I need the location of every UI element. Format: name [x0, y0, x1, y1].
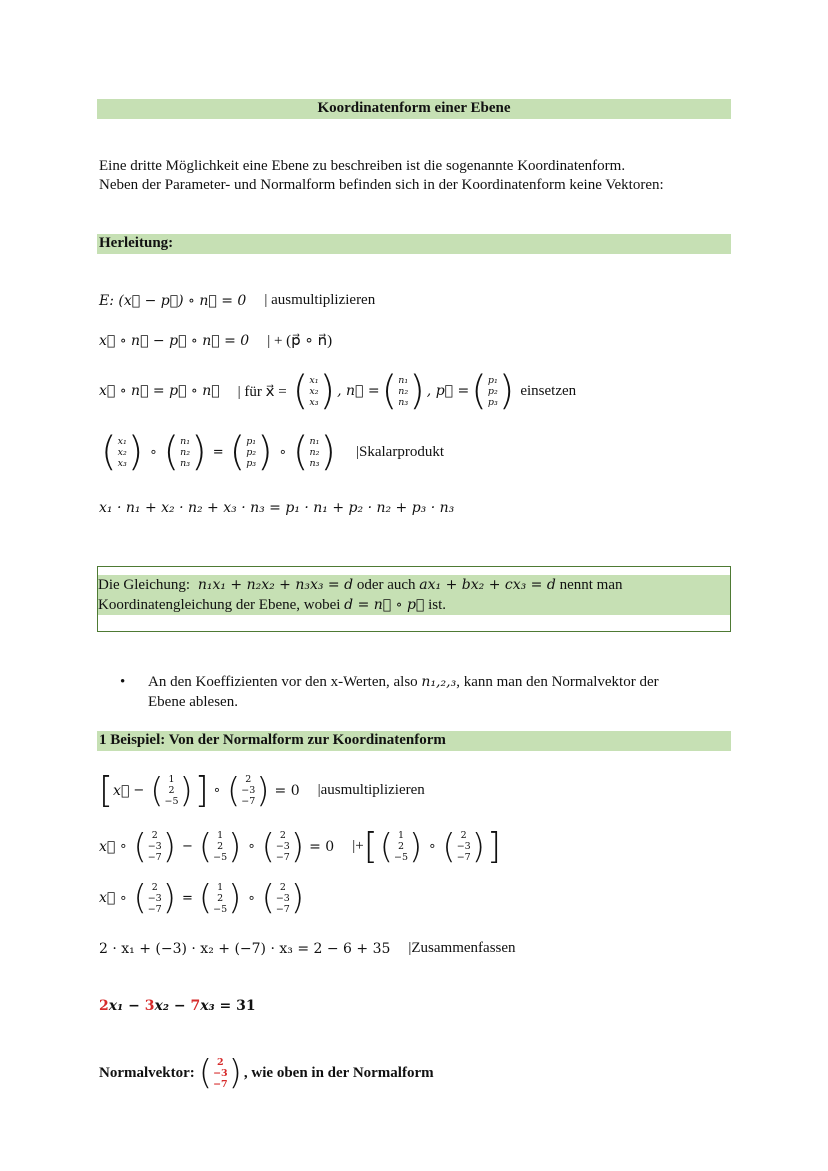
step4-vector-x-3: x₃ [117, 457, 127, 469]
normal-n-1: 2 [217, 1056, 224, 1068]
example2-n-1: 2 [151, 830, 158, 841]
example2-a-1: 1 [217, 830, 224, 841]
derivation-step-1 [99, 292, 375, 309]
vector-x-2: x₂ [309, 385, 319, 397]
example3-nb-2: −3 [275, 892, 290, 904]
result-coef-1: 2 [99, 998, 109, 1014]
vector-x: ( x₁ x₂ x₃ ) [292, 368, 336, 414]
example2-nb-3: −7 [275, 852, 290, 863]
normal-n-3: −7 [213, 1078, 228, 1090]
step1-note: | ausmultiplizieren [264, 292, 376, 308]
step4-vector-x-2: x₂ [117, 446, 127, 458]
step4-vector-n-3: n₃ [180, 457, 191, 469]
result-op-1: − [123, 998, 145, 1014]
page-title: Koordinatenform einer Ebene [97, 99, 731, 119]
example2-ab-2: 2 [397, 841, 405, 852]
vector-p: ( p₁ p₂ p₃ ) [471, 368, 515, 414]
example2-vector-a-b: ( 1 2 −5 ) [379, 826, 423, 867]
derivation-step-3 [99, 368, 577, 414]
step1-formula: E: (x⃗ − p⃗) ∘ n⃗ = 0 [99, 292, 247, 309]
example3-n-1: 2 [151, 881, 158, 893]
herleitung-heading: Herleitung: [97, 234, 731, 254]
bullet-part2: , kann man den Normalvektor der [456, 674, 659, 690]
step4-circ-1: ∘ [149, 444, 158, 460]
example1-vector-n: ( 2 −3 −7 ) [226, 770, 270, 811]
definition-middle: oder auch [356, 577, 416, 593]
example-result [99, 998, 256, 1014]
example-step-3 [99, 878, 306, 918]
example2-x: x⃗ [99, 838, 116, 855]
bullet-part1: An den Koeffizienten vor den x-Werten, also [148, 674, 418, 690]
example3-a-1: 1 [217, 881, 224, 893]
step3-formula: x⃗ ∘ n⃗ = p⃗ ∘ n⃗ [99, 383, 220, 399]
normal-vector-line [99, 1053, 434, 1093]
definition-prefix: Die Gleichung: [98, 577, 191, 593]
step4-vector-nb-3: n₃ [309, 457, 320, 469]
example2-a-3: −5 [213, 852, 228, 863]
example1-n-3: −7 [241, 796, 256, 807]
example1-vector-a: ( 1 2 −5 ) [150, 770, 193, 811]
derivation-step-2 [99, 331, 332, 350]
example1-note: |ausmultiplizieren [317, 782, 425, 798]
vector-x-1: x₁ [309, 374, 319, 386]
definition-eq1: n₁x₁ + n₂x₂ + n₃x₃ = d [197, 577, 354, 593]
definition-line2-eq: d = n⃗ ∘ p⃗ [344, 597, 425, 613]
example2-circ-1: ∘ [119, 839, 128, 854]
example2-a-2: 2 [217, 841, 224, 852]
step4-vector-nb-1: n₁ [309, 435, 320, 447]
step4-vector-n-2: n₂ [180, 446, 191, 458]
vector-n-3: n₃ [398, 396, 409, 408]
intro-line-2: Neben der Parameter- und Normalform befinden sich in der Koordinatenform keine Vektoren: [99, 177, 664, 193]
example-step-4 [99, 940, 516, 957]
step3-note: einsetzen [520, 382, 577, 399]
example2-n-2: −3 [147, 841, 162, 852]
step4-vector-p-1: p₁ [246, 435, 257, 447]
example2-vector-a: ( 1 2 −5 ) [198, 826, 242, 867]
example2-vector-n-c: ( 2 −3 −7 ) [442, 826, 485, 867]
step4-vector-p: ( p₁ p₂ p₃ ) [229, 429, 273, 475]
example2-eq-zero: = 0 [309, 838, 335, 855]
example2-plus-note: |+ [352, 838, 364, 854]
vector-n-1: n₁ [398, 374, 409, 386]
example3-circ-2: ∘ [247, 890, 256, 906]
example2-vector-n: ( 2 −3 −7 ) [133, 826, 176, 867]
example2-nc-3: −7 [456, 852, 471, 863]
definition-line-2 [98, 595, 446, 615]
example3-n-3: −7 [147, 903, 162, 915]
step3-p-eq: , p⃗ = [426, 383, 470, 399]
example3-x: x⃗ [99, 890, 116, 906]
result-rhs: = 31 [214, 998, 256, 1014]
example1-n-2: −3 [241, 785, 256, 796]
example4-formula: 2 · x₁ + (−3) · x₂ + (−7) · x₃ = 2 − 6 + 35 [99, 940, 391, 957]
step4-vector-n: ( n₁ n₂ n₃ ) [163, 429, 207, 475]
step5-formula: x₁ · n₁ + x₂ · n₂ + x₃ · n₃ = p₁ · n₁ + p₂ · n₂ + p₃ · n₃ [99, 500, 455, 516]
vector-n: ( n₁ n₂ n₃ ) [381, 368, 425, 414]
example1-circ: ∘ [212, 783, 221, 798]
step4-circ-2: ∘ [278, 444, 287, 460]
step4-equals: = [212, 444, 224, 460]
example2-circ-3: ∘ [428, 839, 437, 854]
result-var-3: x₃ [200, 998, 215, 1014]
example3-vector-n: ( 2 −3 −7 ) [133, 878, 176, 918]
result-coef-3: 7 [190, 998, 201, 1014]
intro-text [99, 157, 759, 195]
bullet-dot-icon: • [120, 674, 126, 690]
definition-box [97, 566, 731, 632]
example2-nb-1: 2 [279, 830, 286, 841]
example1-n-1: 2 [245, 774, 252, 785]
example-step-2: x⃗ ∘ ( 2 −3 −7 ) − ( 1 2 −5 ) ∘ ( 2 −3 −7 ) = 0 |+ [ ( 1 2 −5 ) ∘ ( 2 −3 −7 ) ] [99, 826, 502, 867]
intro-line-1: Eine dritte Möglichkeit eine Ebene zu beschreiben ist die sogenannte Koordinatenform. [99, 158, 626, 174]
definition-suffix: nennt man [559, 577, 623, 593]
definition-line2-text: Koordinatengleichung der Ebene, wobei [98, 597, 341, 613]
example3-nb-1: 2 [279, 881, 286, 893]
step4-note: |Skalarprodukt [356, 443, 444, 460]
example3-vector-a: ( 1 2 −5 ) [198, 878, 242, 918]
vector-p-1: p₁ [487, 374, 498, 386]
example1-a-2: 2 [168, 785, 175, 796]
example3-nb-3: −7 [275, 903, 290, 915]
vector-p-2: p₂ [487, 385, 498, 397]
example3-a-3: −5 [213, 903, 228, 915]
step4-vector-p-3: p₃ [246, 457, 257, 469]
normal-suffix: , wie oben in der Normalform [243, 1064, 434, 1081]
example2-ab-1: 1 [397, 830, 405, 841]
step4-vector-nb-2: n₂ [309, 446, 320, 458]
example2-minus: − [181, 839, 193, 854]
example3-vector-n-b: ( 2 −3 −7 ) [261, 878, 305, 918]
example2-nc-2: −3 [456, 841, 471, 852]
step2-note: | + (p⃗ ∘ n⃗) [267, 333, 333, 349]
example2-vector-n-b: ( 2 −3 −7 ) [261, 826, 305, 867]
example1-eq-zero: = 0 [274, 782, 300, 799]
example1-a-1: 1 [168, 774, 175, 785]
step4-vector-x: ( x₁ x₂ x₃ ) [101, 429, 144, 475]
result-var-2: x₂ [154, 998, 169, 1014]
example3-equals: = [181, 890, 193, 906]
example4-note: |Zusammenfassen [408, 940, 516, 956]
example2-circ-2: ∘ [247, 839, 256, 854]
definition-eq2: ax₁ + bx₂ + cx₃ = d [419, 577, 556, 593]
definition-line2-end: ist. [428, 597, 446, 613]
bullet-item [120, 672, 720, 712]
step4-vector-n-2: ( n₁ n₂ n₃ ) [292, 429, 336, 475]
derivation-step-4 [99, 429, 444, 475]
example1-x: x⃗ [113, 782, 130, 799]
example3-n-2: −3 [147, 892, 162, 904]
example2-nc-1: 2 [460, 830, 467, 841]
step3-n-eq: , n⃗ = [337, 383, 380, 399]
example1-minus: − [133, 783, 145, 798]
vector-x-3: x₃ [309, 396, 319, 408]
example1-a-3: −5 [164, 796, 179, 807]
beispiel-heading: 1 Beispiel: Von der Normalform zur Koordinatenform [97, 731, 731, 751]
derivation-step-5 [99, 500, 454, 516]
step3-fuer: | für x⃗ = [237, 383, 287, 400]
step4-vector-p-2: p₂ [246, 446, 257, 458]
normal-n-2: −3 [213, 1067, 228, 1079]
result-op-2: − [168, 998, 191, 1014]
step2-formula: x⃗ ∘ n⃗ − p⃗ ∘ n⃗ = 0 [99, 332, 250, 349]
example2-n-3: −7 [147, 852, 162, 863]
example-step-1: [ x⃗ − ( 1 2 −5 ) ] ∘ ( 2 −3 −7 ) = 0 |ausmultiplizieren [99, 770, 425, 811]
result-coef-2: 3 [144, 998, 155, 1014]
example3-a-2: 2 [217, 892, 224, 904]
step4-vector-n-1: n₁ [180, 435, 191, 447]
step4-vector-x-1: x₁ [117, 435, 127, 447]
vector-p-3: p₃ [487, 396, 498, 408]
bullet-line2: Ebene ablesen. [148, 694, 238, 710]
example3-circ-1: ∘ [119, 890, 128, 906]
definition-line-1 [98, 575, 622, 595]
example2-nb-2: −3 [275, 841, 290, 852]
bullet-math: n₁,₂,₃ [421, 674, 457, 690]
vector-n-2: n₂ [398, 385, 409, 397]
normal-label: Normalvektor: [99, 1064, 195, 1081]
result-var-1: x₁ [108, 998, 124, 1014]
example2-ab-3: −5 [394, 852, 409, 863]
normal-vector: ( 2 −3 −7 ) [198, 1053, 242, 1093]
